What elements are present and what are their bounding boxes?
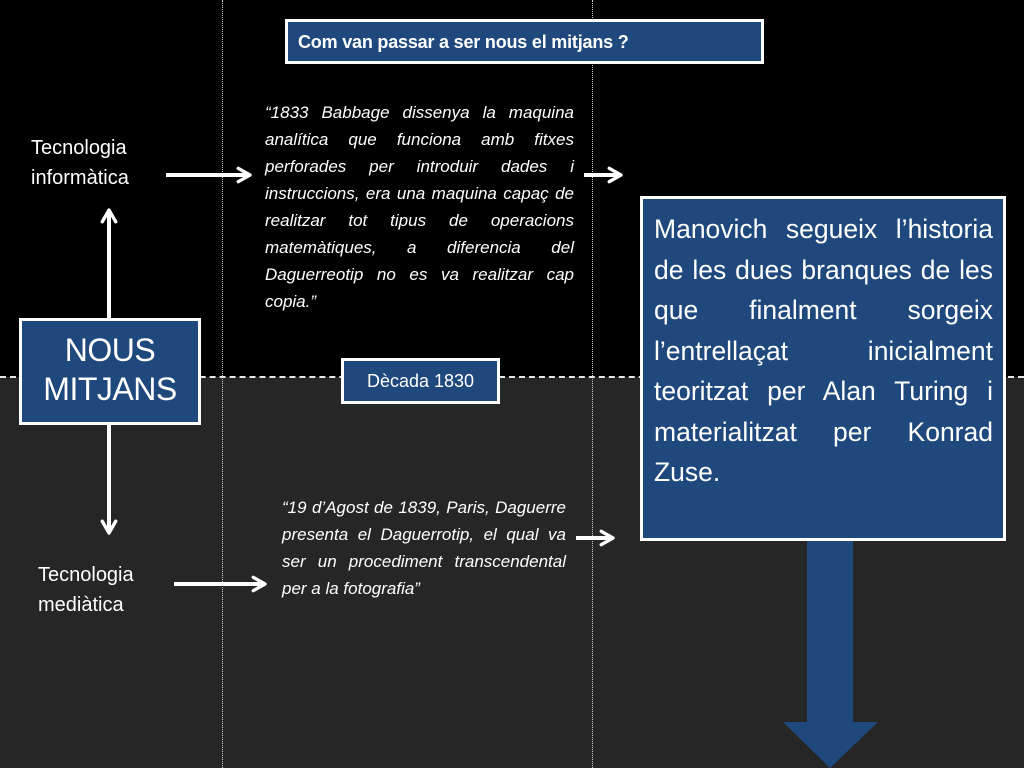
bottom-branch-line2: mediàtica — [38, 594, 124, 616]
top-branch-line1: Tecnologia — [31, 137, 127, 159]
decade-box — [341, 358, 500, 404]
bottom-branch-label — [38, 560, 134, 620]
bottom-branch-line1: Tecnologia — [38, 564, 134, 586]
title-text: Com van passar a ser nous el mitjans ? — [298, 32, 629, 52]
central-line1: NOUS — [64, 332, 156, 368]
down-block-arrow — [783, 540, 878, 768]
babbage-quote: “1833 Babbage dissenya la maquina analítica que funciona amb fitxes perforades per introduir dades i instruccions, era una maquina capaç de realitzar tot tipus de operacions matemàtiques, a diferencia del Daguerreotip no es va realitzar cap copia.” — [265, 103, 574, 311]
central-concept-box — [19, 318, 201, 425]
central-line2: MITJANS — [43, 371, 177, 407]
top-branch-label — [31, 133, 129, 193]
conclusion-box — [640, 196, 1006, 541]
decade-text: Dècada 1830 — [366, 371, 475, 391]
title-box — [285, 19, 764, 64]
top-branch-line2: informàtica — [31, 167, 129, 189]
daguerre-quote: “19 d’Agost de 1839, Paris, Daguerre presenta el Daguerrotip, el qual va ser un procediment transcendental per a la fotografia” — [282, 498, 566, 598]
conclusion-text: Manovich segueix l’historia de les dues branques de les que finalment sorgeix l’entrellaçat inicialment teoritzat per Alan Turing i materialitzat per Konrad Zuse. — [654, 214, 993, 487]
